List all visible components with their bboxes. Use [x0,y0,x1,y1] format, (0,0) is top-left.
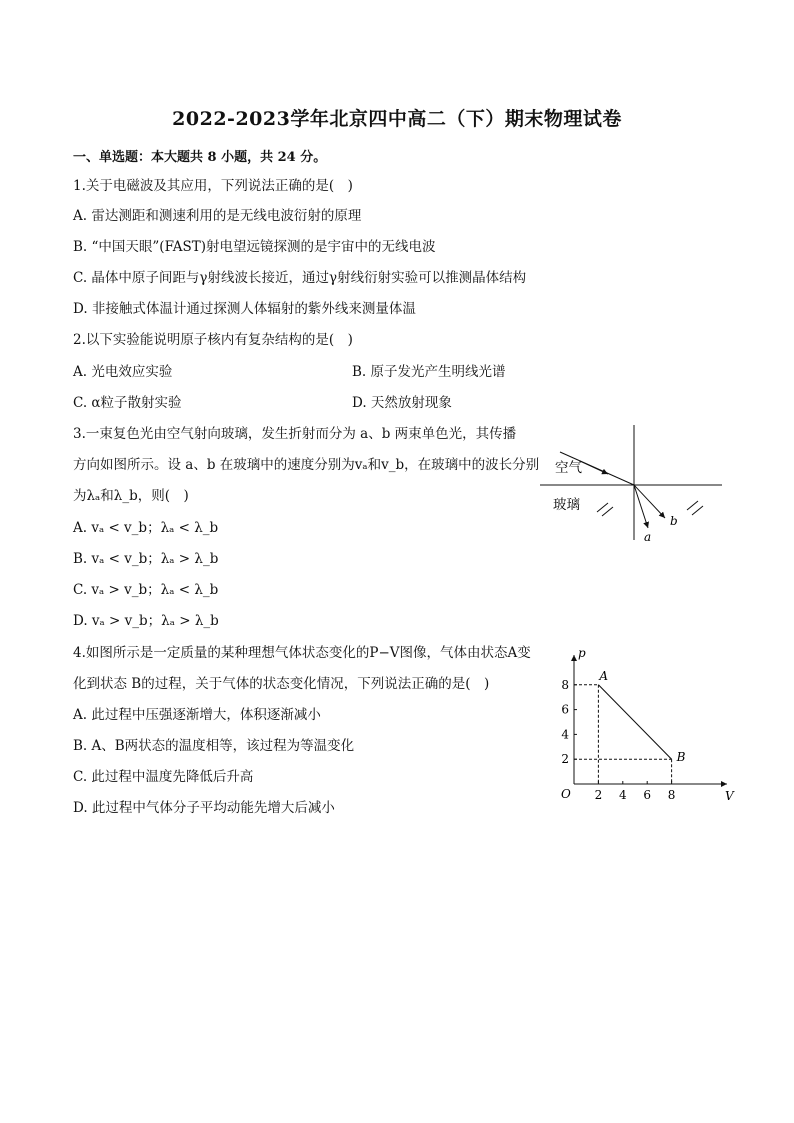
q1-option-d: D. 非接触式体温计通过探测人体辐射的紫外线来测量体温 [73,301,416,317]
x-tick-label: 4 [618,788,627,802]
ray-b-label: b [670,514,678,528]
q1-option-a: A. 雷达测距和测速利用的是无线电波衍射的原理 [73,208,362,224]
q3-stem-line1: 3.一束复色光由空气射向玻璃，发生折射而分为 a、b 两束单色光，其传播 [73,426,517,442]
q4-option-a: A. 此过程中压强逐渐增大，体积逐渐减小 [73,707,321,723]
ray-a-label: a [644,530,652,544]
y-tick-label: 8 [561,677,569,692]
q1-stem: 1.关于电磁波及其应用，下列说法正确的是( ) [73,178,353,194]
page-title: 2022-2023学年北京四中高二（下）期末物理试卷 [172,108,622,130]
pv-graph [555,643,735,805]
q4-option-c: C. 此过程中温度先降低后升高 [73,769,254,785]
x-tick-label: 8 [667,788,676,802]
glass-label: 玻璃 [553,497,580,513]
q2-option-d: D. 天然放射现象 [352,395,452,411]
section-heading: 一、单选题：本大题共 8 小题，共 24 分。 [73,150,327,165]
q3-option-b: B. vₐ < v_b；λₐ > λ_b [73,551,219,567]
x-axis-label: V [725,789,734,803]
q3-stem-line3: 为λₐ和λ_b，则( ) [73,488,189,504]
y-tick-label: 6 [561,702,569,717]
q4-option-b: B. A、B两状态的温度相等，该过程为等温变化 [73,738,355,754]
air-label: 空气 [555,460,582,476]
y-tick-label: 4 [561,727,569,742]
y-axis-label: p [578,646,586,660]
process-line-a-to-b [598,685,671,759]
point-b-label: B [676,750,686,765]
q2-option-a: A. 光电效应实验 [73,364,173,380]
q4-stem-line1: 4.如图所示是一定质量的某种理想气体状态变化的P−V图像，气体由状态A变 [73,645,531,661]
x-tick-label: 2 [594,788,603,802]
q1-option-c: C. 晶体中原子间距与γ射线波长接近，通过γ射线衍射实验可以推测晶体结构 [73,270,527,286]
refracted-ray-b [634,485,665,518]
origin-label: O [561,787,571,801]
q3-option-a: A. vₐ < v_b；λₐ < λ_b [73,520,219,536]
q1-option-b: B. “中国天眼”(FAST)射电望远镜探测的是宇宙中的无线电波 [73,239,436,255]
q2-option-c: C. α粒子散射实验 [73,395,182,411]
q4-option-d: D. 此过程中气体分子平均动能先增大后减小 [73,800,335,816]
q2-option-b: B. 原子发光产生明线光谱 [352,364,506,380]
point-a-label: A [599,668,609,683]
q3-stem-line2: 方向如图所示。设 a、b 在玻璃中的速度分别为vₐ和v_b，在玻璃中的波长分别 [73,457,540,473]
q4-stem-line2: 化到状态 B的过程，关于气体的状态变化情况，下列说法正确的是( ) [73,676,490,692]
refracted-ray-a [634,485,648,528]
y-tick-label: 2 [561,752,569,767]
q2-stem: 2.以下实验能说明原子核内有复杂结构的是( ) [73,332,353,348]
q3-option-c: C. vₐ > v_b；λₐ < λ_b [73,582,219,598]
refraction-diagram [540,420,730,545]
q3-option-d: D. vₐ > v_b；λₐ > λ_b [73,613,219,629]
x-tick-label: 6 [643,788,652,802]
